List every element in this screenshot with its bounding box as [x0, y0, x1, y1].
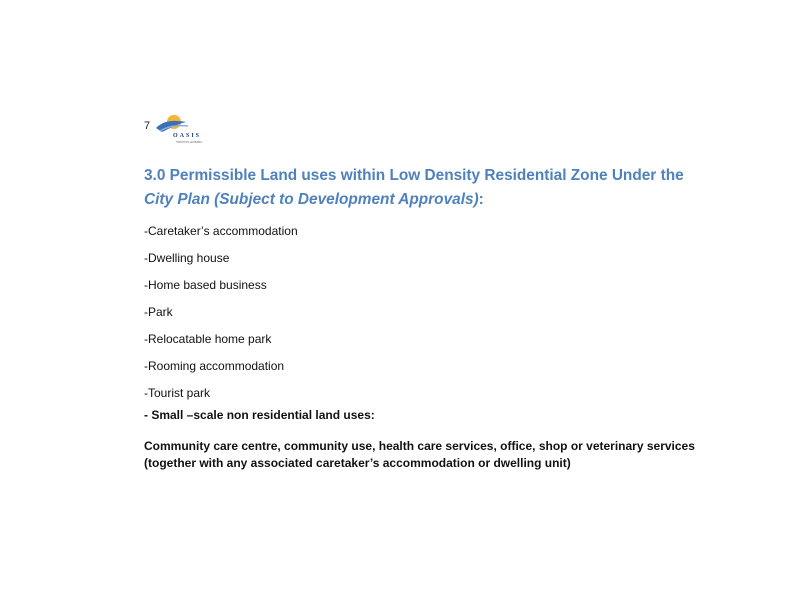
logo-text: OASIS [173, 133, 202, 139]
heading-italic: City Plan (Subject to Development Approvals) [144, 191, 479, 208]
small-scale-description: Community care centre, community use, health care services, office, shop or veterinary services (together with any associated caretaker’s accommodation or dwelling unit) [144, 439, 695, 470]
oasis-logo-icon [152, 112, 203, 148]
section-heading [144, 164, 684, 212]
small-scale-subheading: - Small –scale non residential land uses: [144, 408, 375, 422]
list-item: -Caretaker’s accommodation [144, 224, 298, 238]
list-item: -Dwelling house [144, 251, 230, 265]
logo-subtext: TOWN PLANNING [176, 140, 203, 144]
list-item: -Home based business [144, 278, 267, 292]
list-item: -Tourist park [144, 386, 211, 400]
heading-tail: : [478, 191, 484, 208]
list-item: -Relocatable home park [144, 332, 272, 346]
list-item: -Park [144, 305, 173, 319]
page-header [144, 112, 204, 152]
land-use-list [144, 222, 704, 411]
heading-main: 3.0 Permissible Land uses within Low Density Residential Zone Under the [144, 167, 684, 184]
list-item: -Rooming accommodation [144, 359, 285, 373]
page-number: 7 [144, 120, 151, 132]
